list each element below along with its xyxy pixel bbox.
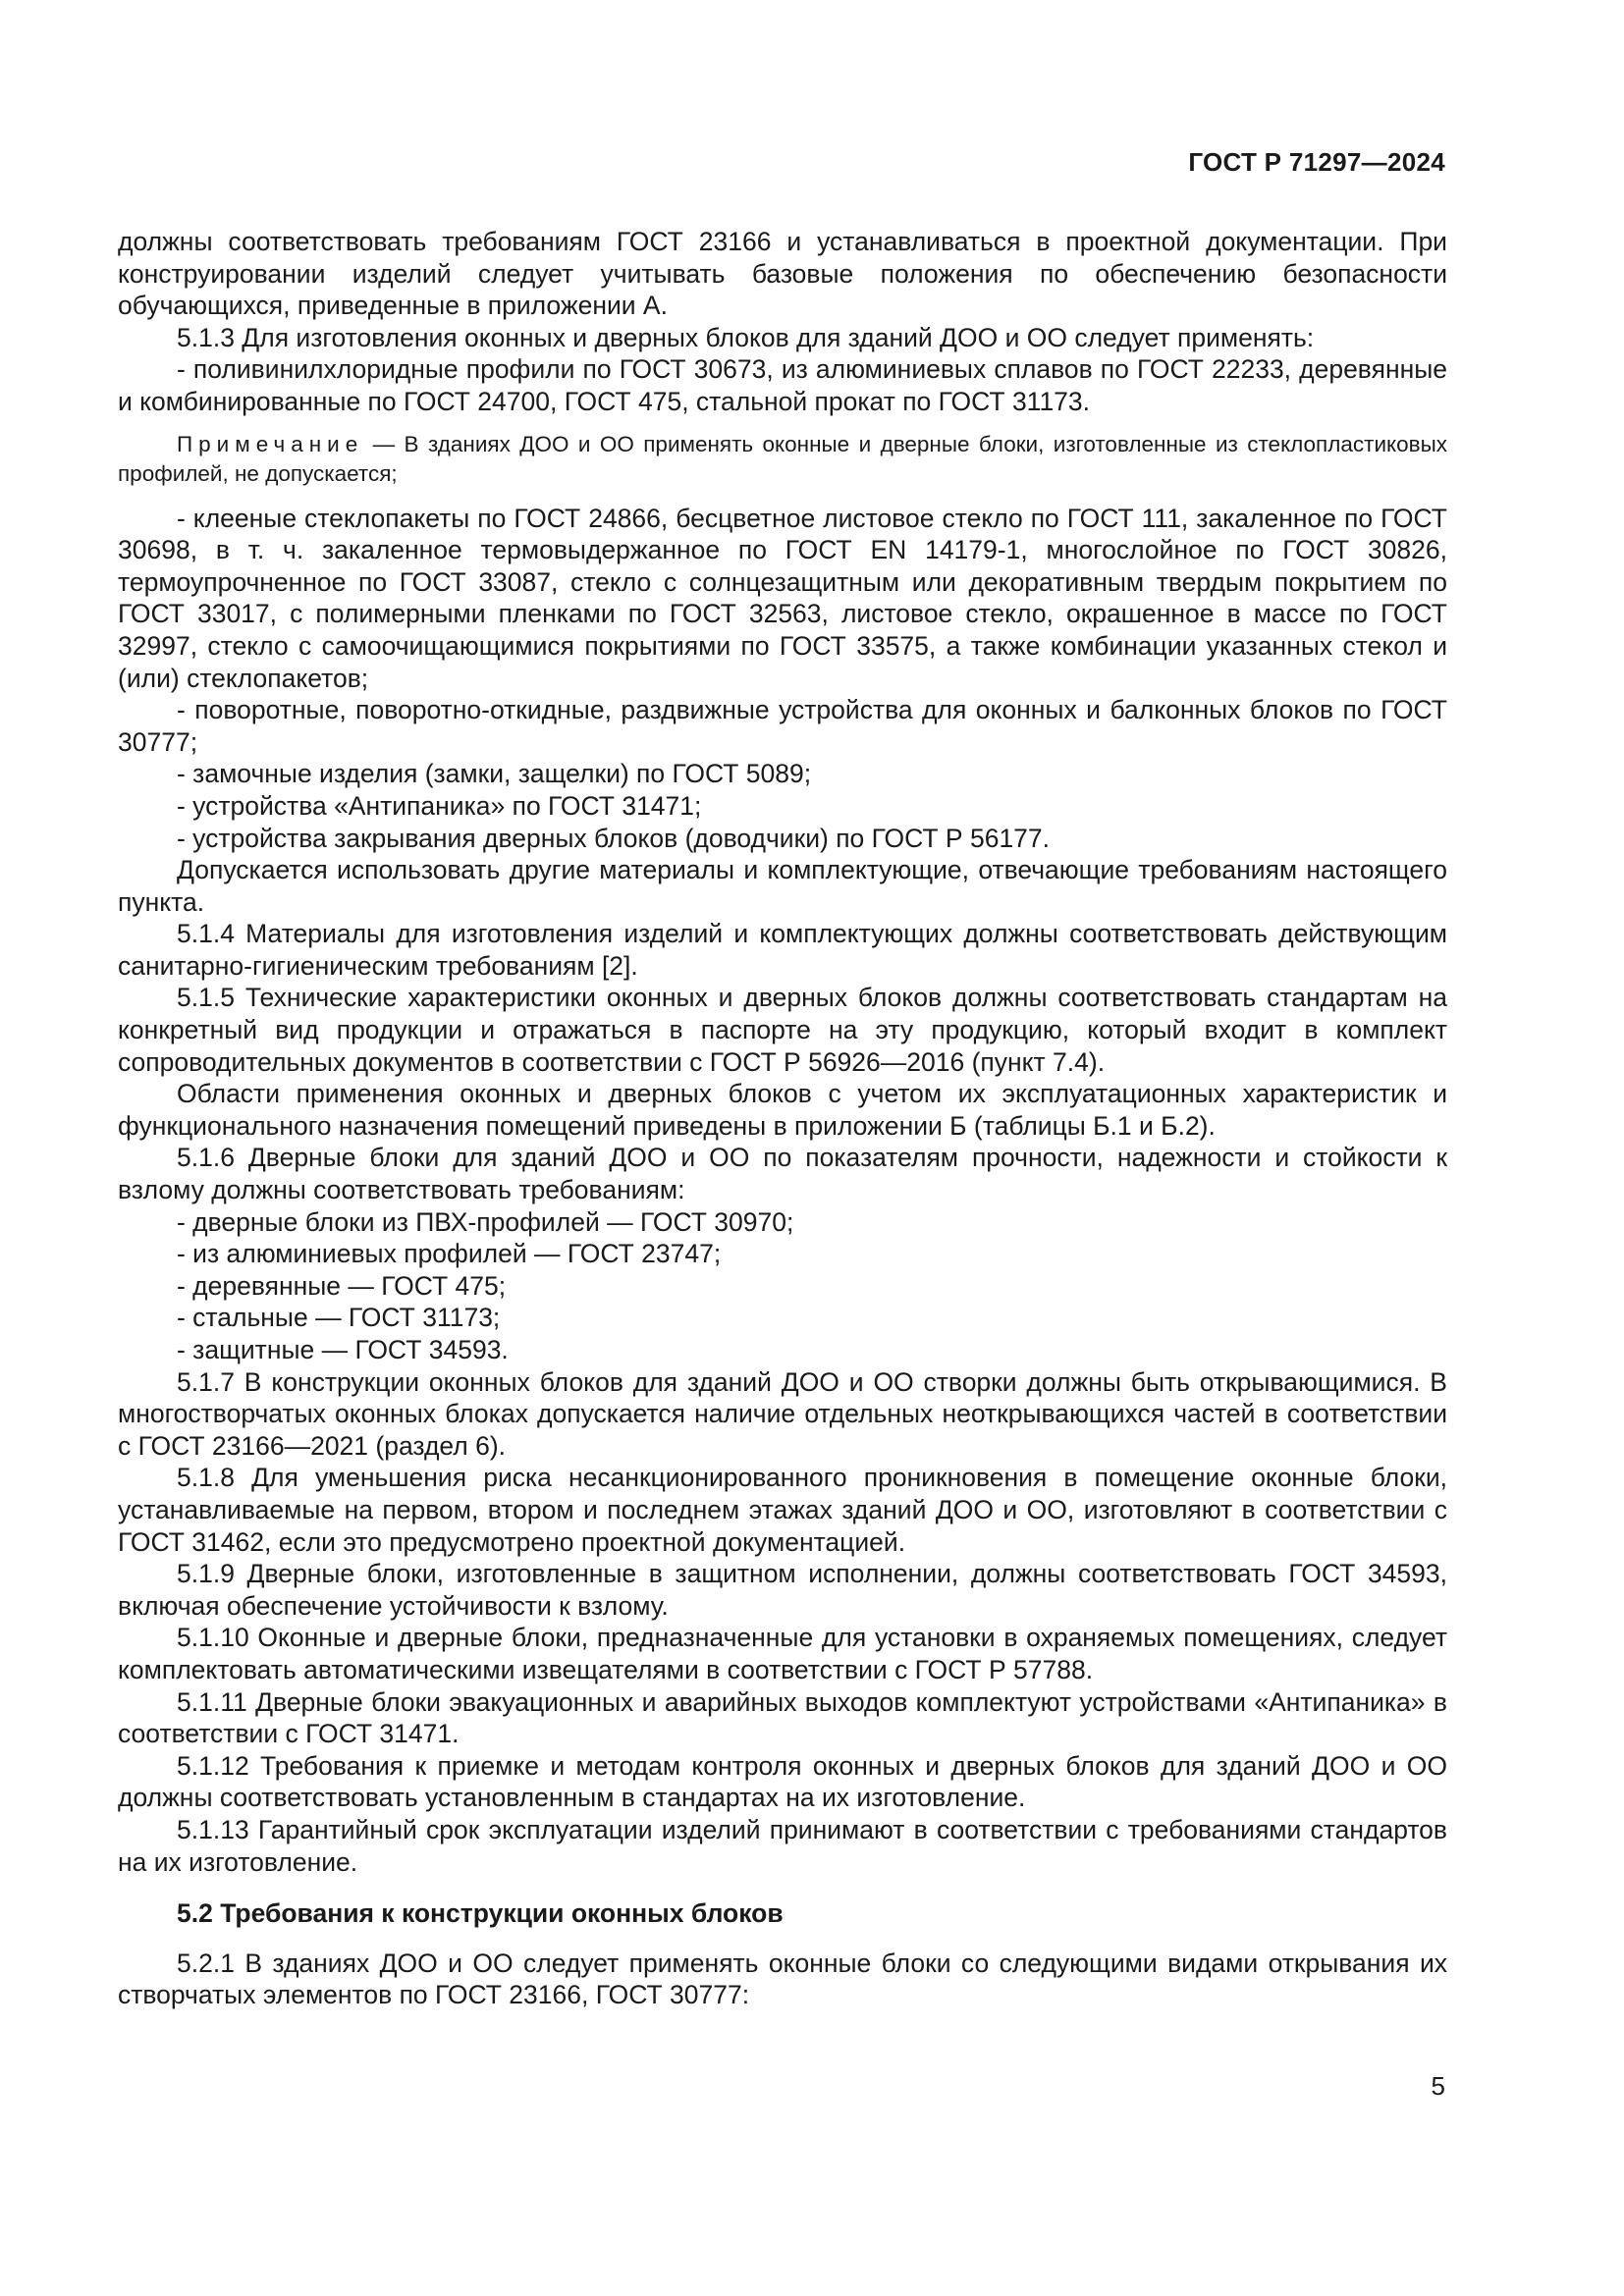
list-item: - деревянные — ГОСТ 475; xyxy=(177,1270,507,1301)
paragraph: 5.1.12 Требования к приемке и методам контроля оконных и дверных блоков для зданий ДОО и ОО должны соответствовать установленным в стандартах на их изготовление. xyxy=(118,1750,1447,1813)
paragraph: 5.1.7 В конструкции оконных блоков для зданий ДОО и ОО створки должны быть открывающимися. В многостворчатых оконных блоках допускается наличие отдельных неоткрывающихся частей в соответствии с ГОСТ 23166—2021 (раздел 6). xyxy=(118,1366,1447,1461)
note-label: Примечание xyxy=(177,431,364,456)
paragraph: 5.1.13 Гарантийный срок эксплуатации изделий принимают в соответствии с требованиями стандартов на их изготовление. xyxy=(118,1814,1447,1877)
paragraph: Допускается использовать другие материалы и комплектующие, отвечающие требованиям настоящего пункта. xyxy=(118,855,1447,917)
list-item: - защитные — ГОСТ 34593. xyxy=(177,1335,509,1364)
section-heading: 5.2 Требования к конструкции оконных блоков xyxy=(177,1898,784,1929)
paragraph: 5.1.10 Оконные и дверные блоки, предназначенные для установки в охраняемых помещениях, следует комплектовать автоматическими извещателями в соответствии с ГОСТ Р 57788. xyxy=(118,1623,1447,1684)
paragraph: 5.1.5 Технические характеристики оконных и дверных блоков должны соответствовать стандартам на конкретный вид продукции и отражаться в паспорте на эту продукцию, который входит в комплект сопроводительных документов в соответствии с ГОСТ Р 56926—2016 (пункт 7.4). xyxy=(118,983,1447,1077)
paragraph: 5.1.11 Дверные блоки эвакуационных и аварийных выходов комплектуют устройствами «Антипаника» в соответствии с ГОСТ 31471. xyxy=(118,1686,1447,1749)
paragraph: - устройства закрывания дверных блоков (доводчики) по ГОСТ Р 56177. xyxy=(177,823,1051,853)
note-text: — В зданиях ДОО и ОО применять оконные и дверные блоки, изготовленные из стеклопластиковых профилей, не допускается; xyxy=(118,431,1447,486)
list-item: - дверные блоки из ПВХ-профилей — ГОСТ 30970; xyxy=(177,1206,794,1237)
list-item: - из алюминиевых профилей — ГОСТ 23747; xyxy=(177,1239,722,1269)
paragraph: должны соответствовать требованиям ГОСТ 23166 и устанавливаться в проектной документации. При конструировании изделий следует учитывать базовые положения по обеспечению безопасности обучающихся, приведенные в приложении А. xyxy=(118,227,1447,321)
document-header-id: ГОСТ Р 71297—2024 xyxy=(1188,147,1445,177)
paragraph: - клееные стеклопакеты по ГОСТ 24866, бесцветное листовое стекло по ГОСТ 111, закаленное по ГОСТ 30698, в т. ч. закаленное термовыдержанное по ГОСТ EN 14179-1, многослойное по ГОСТ 30826, термоупрочненное по ГОСТ 33087, стекло с солнцезащитным или декоративным твердым покрытием по ГОСТ 33017, с полимерными пленками по ГОСТ 32563, листовое стекло, окрашенное в массе по ГОСТ 32997, стекло с самоочищающимися покрытиями по ГОСТ 33575, а также комбинации указанных стекол и (или) стеклопакетов; xyxy=(118,503,1447,693)
paragraph: - поливинилхлоридные профили по ГОСТ 30673, из алюминиевых сплавов по ГОСТ 22233, деревянные и комбинированные по ГОСТ 24700, ГОСТ 475, стальной прокат по ГОСТ 31173. xyxy=(118,354,1447,416)
paragraph: 5.1.6 Дверные блоки для зданий ДОО и ОО по показателям прочности, надежности и стойкости к взлому должны соответствовать требованиям: xyxy=(118,1143,1447,1205)
paragraph: - замочные изделия (замки, защелки) по ГОСТ 5089; xyxy=(177,759,812,789)
paragraph: 5.1.4 Материалы для изготовления изделий и комплектующих должны соответствовать действующим санитарно-гигиеническим требованиям [2]. xyxy=(118,919,1447,981)
page-number: 5 xyxy=(1431,2071,1445,2101)
document-body xyxy=(118,226,1447,2011)
paragraph: 5.1.9 Дверные блоки, изготовленные в защитном исполнении, должны соответствовать ГОСТ 34593, включая обеспечение устойчивости к взлому. xyxy=(118,1559,1447,1621)
paragraph: - устройства «Антипаника» по ГОСТ 31471; xyxy=(177,790,702,821)
list-item: - стальные — ГОСТ 31173; xyxy=(177,1303,501,1333)
paragraph: 5.1.8 Для уменьшения риска несанкционированного проникновения в помещение оконные блоки, устанавливаемые на первом, втором и последнем этажах зданий ДОО и ОО, изготовляют в соответствии с ГОСТ 31462, если это предусмотрено проектной документацией. xyxy=(118,1463,1447,1557)
paragraph: 5.1.3 Для изготовления оконных и дверных блоков для зданий ДОО и ОО следует применять: xyxy=(177,322,1315,352)
paragraph: - поворотные, поворотно-откидные, раздвижные устройства для оконных и балконных блоков по ГОСТ 30777; xyxy=(118,695,1447,757)
paragraph: Области применения оконных и дверных блоков с учетом их эксплуатационных характеристик и функционального назначения помещений приведены в приложении Б (таблицы Б.1 и Б.2). xyxy=(118,1079,1447,1141)
paragraph: 5.2.1 В зданиях ДОО и ОО следует применять оконные блоки со следующими видами открывания их створчатых элементов по ГОСТ 23166, ГОСТ 30777: xyxy=(118,1948,1447,2010)
note xyxy=(118,430,1447,489)
